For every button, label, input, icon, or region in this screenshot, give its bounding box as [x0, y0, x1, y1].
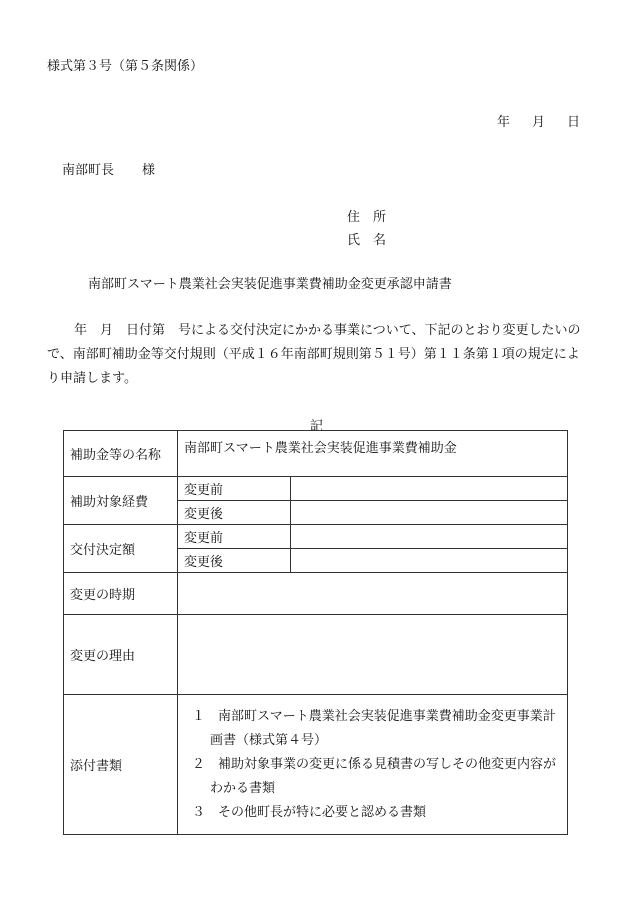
row-grant-amount-before [64, 525, 568, 549]
attachments-label: 添付書類 [64, 695, 178, 835]
addressee-name: 南部町長 [62, 163, 115, 178]
grant-amount-label: 交付決定額 [64, 525, 178, 573]
target-expense-after-value[interactable] [291, 501, 568, 525]
change-timing-value[interactable] [178, 573, 568, 615]
grant-amount-before-label: 変更前 [178, 525, 291, 549]
target-expense-before-label: 変更前 [178, 477, 291, 501]
target-expense-after-label: 変更後 [178, 501, 291, 525]
row-attachments [64, 695, 568, 835]
attachment-item: ３ その他町長が特に必要と認める書類 [192, 804, 427, 820]
form-number: 様式第３号（第５条関係） [47, 59, 204, 74]
grant-amount-after-label: 変更後 [178, 549, 291, 573]
date-month: 月 [531, 115, 545, 130]
attachment-item: ２ 補助対象事業の変更に係る見積書の写しその他変更内容がわかる書類 [192, 756, 557, 796]
ki-heading: 記 [310, 419, 324, 434]
addressee-honorific: 様 [142, 163, 156, 178]
change-reason-value[interactable] [178, 615, 568, 695]
grant-amount-after-value[interactable] [291, 549, 568, 573]
row-subsidy-name [64, 431, 568, 477]
attachments-list [184, 705, 561, 825]
date-year: 年 [496, 115, 510, 130]
change-reason-label: 変更の理由 [64, 615, 178, 695]
subsidy-name-value: 南部町スマート農業社会実装促進事業費補助金 [178, 431, 568, 477]
target-expense-label: 補助対象経費 [64, 477, 178, 525]
change-timing-label: 変更の時期 [64, 573, 178, 615]
body-text: 年 月 日付第 号による交付決定にかかる事業について、下記のとおり変更したいので、南部町補助金等交付規則（平成１６年南部町規則第５１号）第１１条第１項の規定により申請します。 [47, 323, 581, 386]
grant-amount-before-value[interactable] [291, 525, 568, 549]
subsidy-name-label: 補助金等の名称 [64, 431, 178, 477]
document-title: 南部町スマート農業社会実装促進事業費補助金変更承認申請書 [88, 277, 452, 292]
row-change-reason [64, 615, 568, 695]
date-day: 日 [566, 115, 580, 130]
attachments-list-cell [178, 695, 568, 835]
date-line [497, 111, 580, 130]
application-table [63, 430, 568, 835]
name-label: 氏 名 [347, 233, 387, 248]
addressee [62, 159, 155, 178]
attachment-item: １ 南部町スマート農業社会実装促進事業費補助金変更事業計画書（様式第４号） [192, 708, 556, 748]
row-target-expense-before [64, 477, 568, 501]
address-label: 住 所 [347, 210, 387, 225]
target-expense-before-value[interactable] [291, 477, 568, 501]
row-change-timing [64, 573, 568, 615]
